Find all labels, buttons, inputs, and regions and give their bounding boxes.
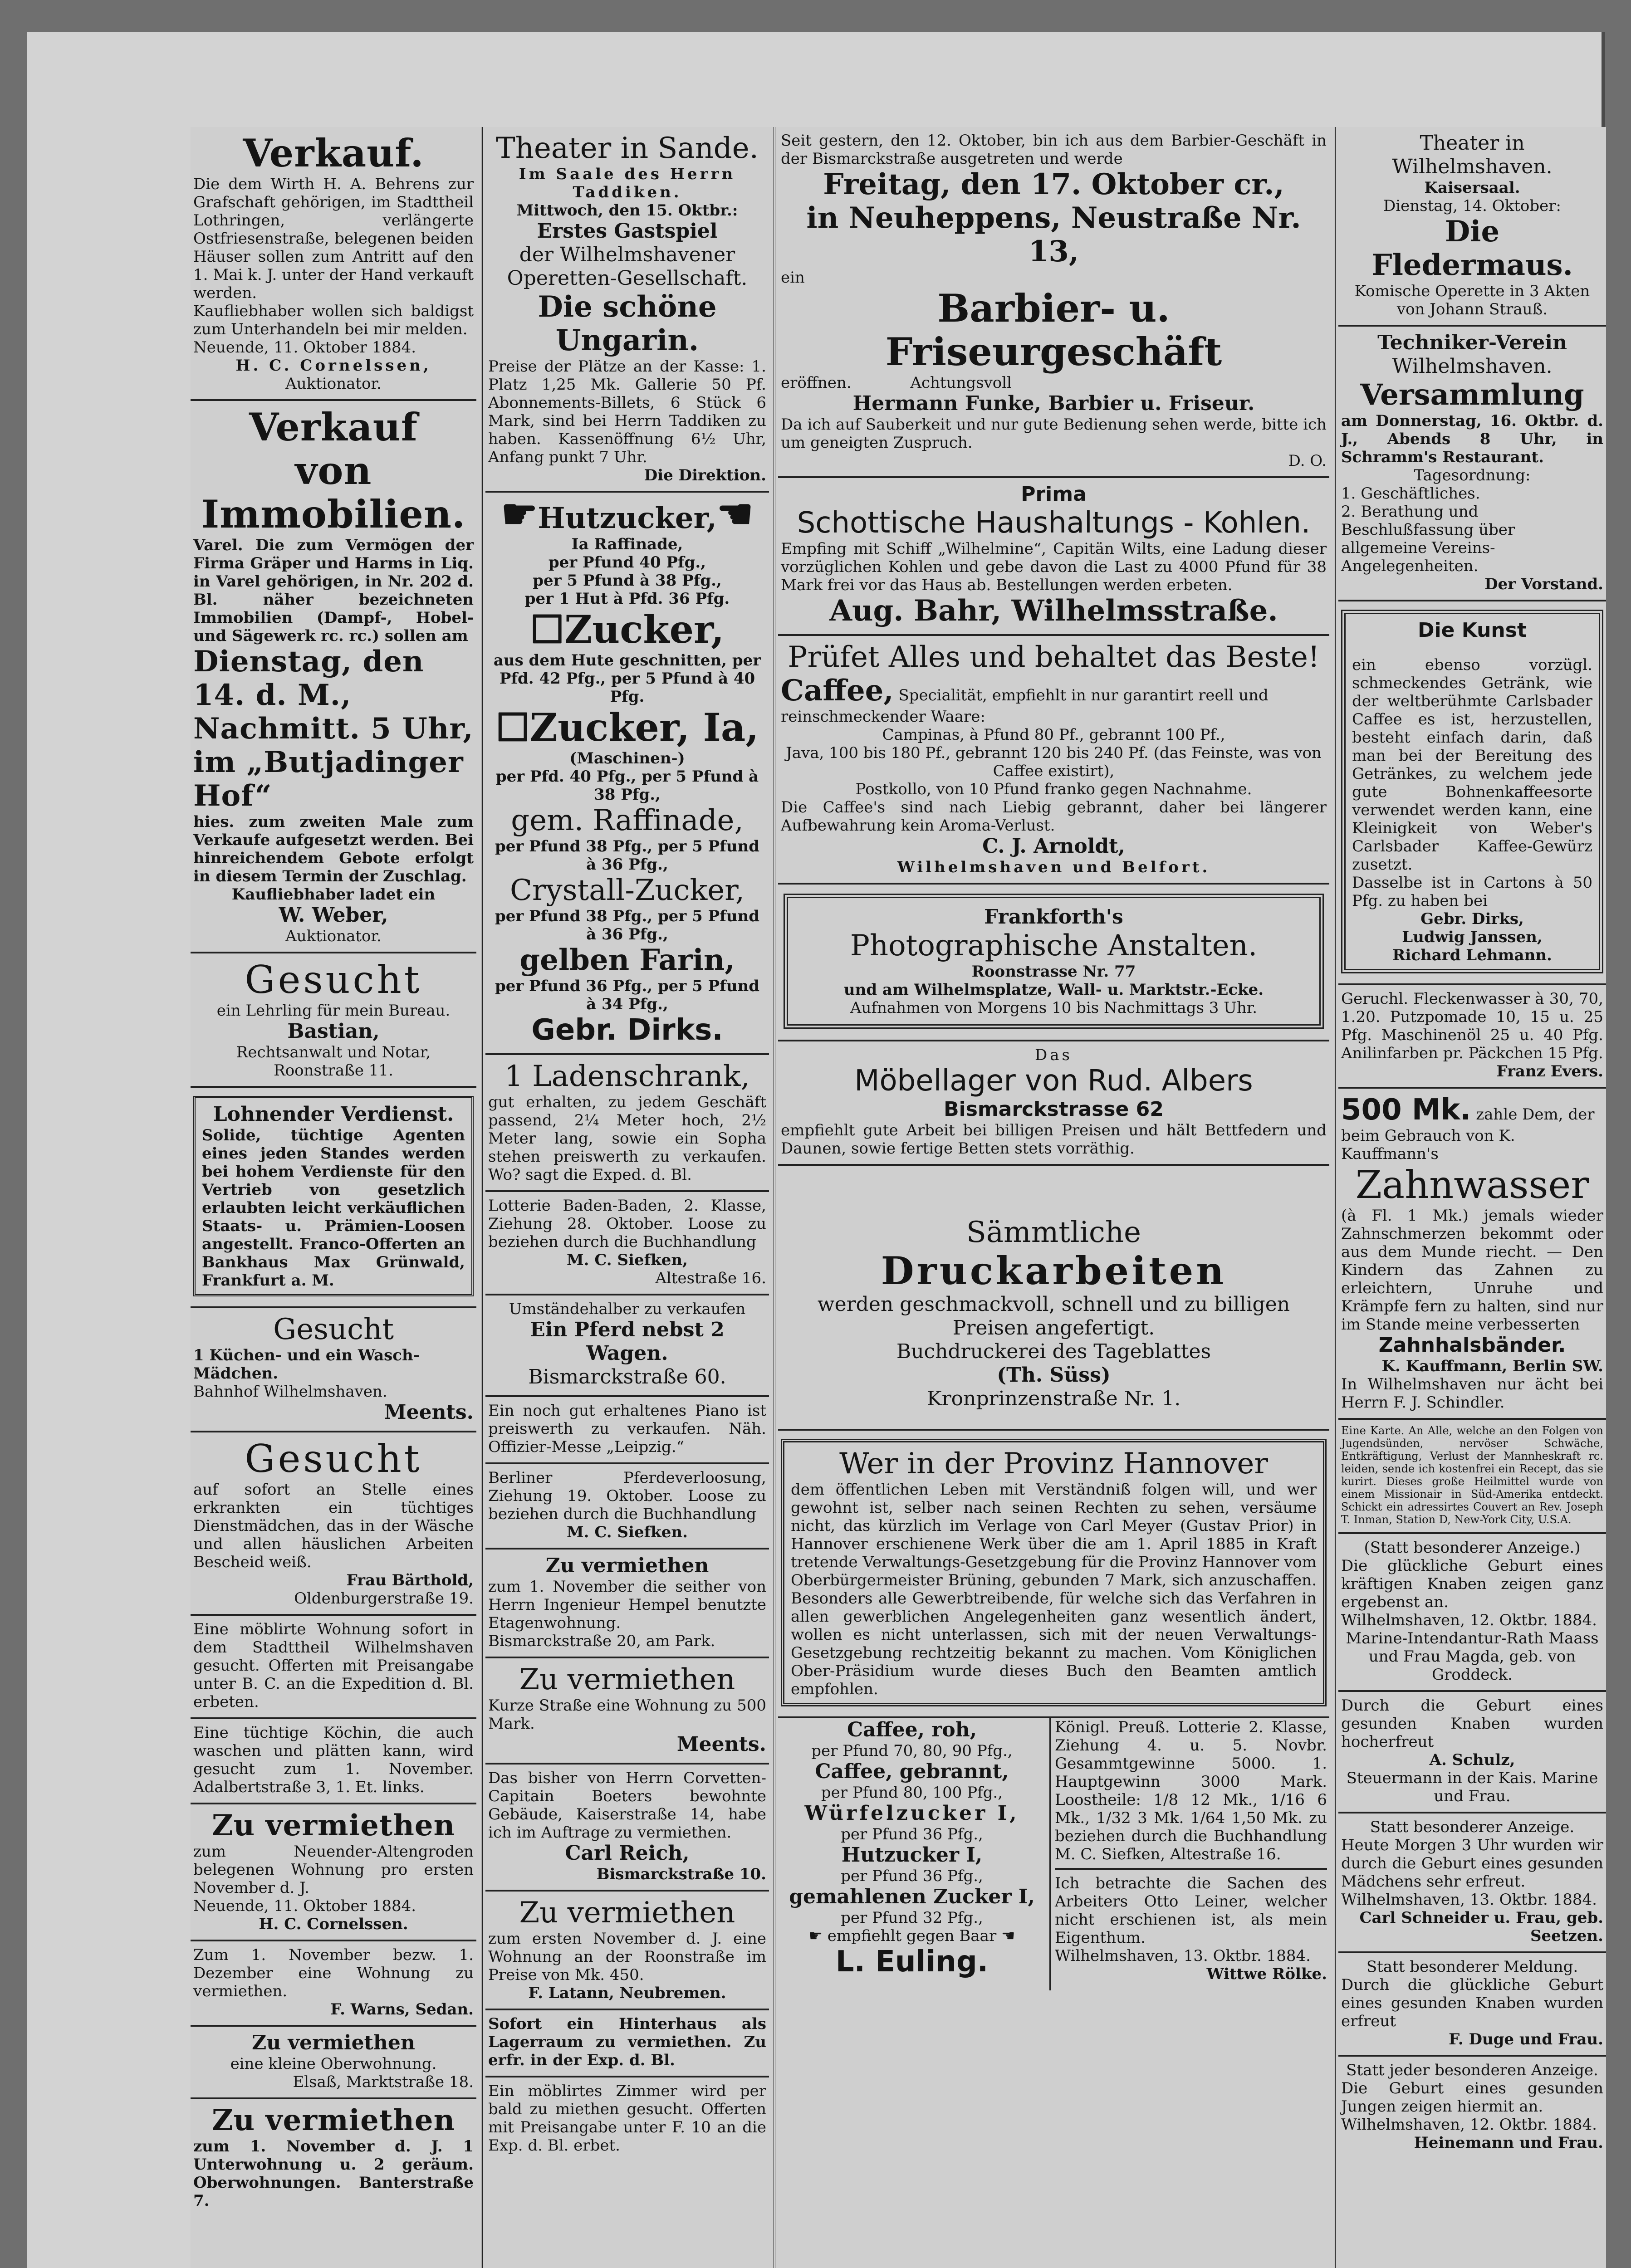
column-rule <box>1334 127 1336 2268</box>
ad-text: (à Fl. 1 Mk.) jemals wieder Zahnschmerzen bekommt oder aus dem Munde riecht. — Den Kindern das Zahnen zu erleichtern, Unruhe und Krämpfe fern zu halten, sind nur im Stande meine verbesserten <box>1341 1207 1603 1334</box>
ad-price: 500 Mk. <box>1341 1093 1471 1127</box>
price-line: per Pfd. 40 Pfg., per 5 Pfund à 38 Pfg., <box>495 767 759 804</box>
column-rule <box>774 127 775 2268</box>
ad-moebellager <box>778 1041 1329 1166</box>
ad-heading-text: Zucker, <box>564 607 725 652</box>
ad-play-title: Die schöne Ungarin. <box>538 290 717 357</box>
ad-title: Verkauf. <box>243 131 424 176</box>
ad-ladenschrank <box>485 1055 769 1192</box>
ad-geburt-schulz <box>1338 1692 1606 1813</box>
ad-title: Zu vermiethen <box>519 1896 735 1930</box>
ad-vermiethen-roonstrasse <box>485 1892 769 2010</box>
price-line: per Pfund 80, 100 Pfg., <box>821 1784 1003 1802</box>
ad-desc: Specialität, empfiehlt in nur garantirt reell und reinschmeckender Waare: <box>781 686 1269 726</box>
ad-row-bottom <box>778 1718 1329 1999</box>
ad-title: Gesucht <box>273 1313 394 1346</box>
ad-role: Rechtsanwalt und Notar, <box>236 1043 431 1061</box>
ad-signer: F. Warns, Sedan. <box>330 2000 474 2019</box>
ad-title: Zu vermiethen <box>211 1809 456 1843</box>
column-4 <box>1338 127 1606 2158</box>
ad-address: Bahnhof Wilhelmshaven. <box>193 1383 387 1401</box>
ad-desc-row <box>781 674 1327 726</box>
ad-signer: F. Duge und Frau. <box>1449 2030 1603 2048</box>
ad-agenda-title: Tagesordnung: <box>1414 466 1531 484</box>
ad-date: Wilhelmshaven, 13. Oktbr. 1884. <box>1055 1947 1311 1965</box>
ad-funke <box>778 127 1329 478</box>
ad-immobilien <box>191 401 476 953</box>
ad-eine-karte <box>1338 1420 1606 1534</box>
column-1 <box>191 127 476 2216</box>
ad-gesucht-dienstmaedchen <box>191 1432 476 1616</box>
ad-techniker-verein <box>1338 327 1606 601</box>
ad-text: zum 1. November die seither von Herrn Ingenieur Hempel benutzte Etagenwohnung. <box>488 1578 766 1632</box>
ad-text: eine kleine Oberwohnung. <box>230 2055 437 2073</box>
ad-text: Ein möblirtes Zimmer wird per bald zu miethen gesucht. Offerten mit Preisangabe unter F. 10 an die Exp. d. Bl. erbet. <box>488 2082 766 2155</box>
ad-title: Druckarbeiten <box>881 1248 1227 1293</box>
ad-signer: Frau Bärthold, <box>346 1571 474 1589</box>
ad-text: Durch die Geburt eines gesunden Knaben wurden hocherfreut <box>1341 1696 1603 1751</box>
ad-gesucht-lehrling <box>191 953 476 1088</box>
ad-heading: gelben Farin, <box>519 943 735 977</box>
ad-provinz-hannover <box>778 1431 1329 1718</box>
ad-text: Die glückliche Geburt eines kräftigen Knaben zeigen ganz ergebenst an. <box>1341 1557 1603 1611</box>
ad-item: Caffee, gebrannt, <box>815 1760 1009 1783</box>
ad-geburt-duge <box>1338 1953 1606 2057</box>
ad-text: In Wilhelmshaven nur ächt bei Herrn F. J. Schindler. <box>1341 1375 1603 1412</box>
ad-text: zum 1. November d. J. 1 Unterwohnung u. 2 geräum. Oberwohnungen. Banterstraße 7. <box>193 2137 474 2210</box>
ad-lotterie-baden <box>485 1192 769 1295</box>
ad-line: Sämmtliche <box>966 1216 1141 1249</box>
ad-signer: Heinemann und Frau. <box>1414 2134 1603 2152</box>
ad-title: Zu vermiethen <box>519 1663 735 1696</box>
ad-signer: Die Direktion. <box>644 466 766 484</box>
ad-title: Ein Pferd nebst 2 Wagen. <box>530 1318 725 1365</box>
ad-leiner <box>1055 1874 1327 1983</box>
ad-text: Eine tüchtige Köchin, die auch waschen und plätten kann, wird gesucht zum 1. November. Adalbertstraße 3, 1. Et. links. <box>193 1724 474 1796</box>
ad-signer: Gebr. Dirks. <box>531 1013 723 1047</box>
ad-signer: L. Euling. <box>835 1945 989 1979</box>
price-line: Postkollo, von 10 Pfund franko gegen Nachnahme. <box>855 780 1252 798</box>
ad-text: am Donnerstag, 16. Oktbr. d. J., Abends 8 Uhr, in Schramm's Restaurant. <box>1341 412 1603 466</box>
ad-item: gemahlenen Zucker I, <box>789 1885 1035 1908</box>
ad-text: auf sofort an Stelle eines erkrankten ein tüchtiges Dienstmädchen, das in der Wäsche und allen häuslichen Arbeiten Bescheid weiß. <box>193 1481 474 1571</box>
column-3 <box>778 127 1329 1999</box>
ad-text: Kurze Straße eine Wohnung zu 500 Mark. <box>488 1696 766 1733</box>
ad-title: Wer in der Provinz Hannover <box>839 1447 1268 1481</box>
ad-place: Kaisersaal. <box>1424 179 1520 197</box>
price-line: Ia Raffinade, <box>571 535 683 553</box>
ad-signer: Carl Reich, <box>565 1842 690 1865</box>
ad-gesucht-maedchen <box>191 1308 476 1432</box>
ad-date: Wilhelmshaven, 12. Oktbr. 1884. <box>1341 1611 1597 1629</box>
ad-address: Roonstraße 11. <box>274 1061 393 1080</box>
ad-text: Die Caffee's sind nach Liebig gebrannt, daher bei längerer Aufbewahrung kein Aroma-Verlust. <box>781 798 1327 835</box>
ad-text: Geruchl. Fleckenwasser à 30, 70, 1.20. Putzpomade 10, 15 u. 25 Pfg. Maschinenöl 25 u. 40 Pfg. Anilinfarben pr. Päckchen 15 Pfg. <box>1341 990 1603 1062</box>
ad-signer: Meents. <box>384 1401 474 1424</box>
ad-signer: W. Weber, <box>279 904 388 927</box>
ad-title: Schottische Haushaltungs - Kohlen. <box>797 506 1311 540</box>
ad-address: Roonstrasse Nr. 77 <box>971 963 1136 981</box>
ad-signer: Hermann Funke, Barbier u. Friseur. <box>852 392 1255 415</box>
price-line: per Pfund 70, 80, 90 Pfg., <box>811 1742 1013 1760</box>
ad-text: Empfing mit Schiff „Wilhelmine“, Capitän Wilts, eine Ladung dieser vorzüglichen Kohlen und gebe davon die Last zu 4000 Pfund für 38 Mark frei vor das Haus ab. Bestellungen werden erbeten. <box>781 540 1327 594</box>
ad-date: Neuende, 11. Oktober 1884. <box>193 1897 416 1915</box>
ad-text: Das bisher von Herrn Corvetten-Capitain Boeters bewohnte Gebäude, Kaiserstraße 14, habe ich im Auftrage zu vermiethen. <box>488 1769 766 1842</box>
ad-text: Kaufliebhaber ladet ein <box>231 885 436 904</box>
ad-text: Sofort ein Hinterhaus als Lagerraum zu vermiethen. Zu erfr. in der Exp. d. Bl. <box>488 2015 766 2069</box>
ad-preuss-lotterie <box>1055 1718 1327 1983</box>
ad-piano <box>485 1397 769 1464</box>
ad-zucker <box>485 490 769 1055</box>
ad-heading <box>488 608 766 651</box>
ad-geburt-maass <box>1338 1534 1606 1692</box>
ad-date: Mittwoch, den 15. Oktbr.: <box>516 201 738 220</box>
ad-signer: Marine-Intendantur-Rath Maass und Frau Magda, geb. von Groddeck. <box>1346 1629 1599 1684</box>
ad-title: Lohnender Verdienst. <box>213 1103 454 1126</box>
ad-line: Buchdruckerei des Tageblattes <box>896 1340 1211 1363</box>
column-rule <box>481 127 483 2268</box>
ornamental-border <box>784 894 1324 1029</box>
ad-title: Gesucht <box>245 1437 422 1481</box>
ad-signer: Richard Lehmann. <box>1392 946 1552 964</box>
ad-text: Zum 1. November bezw. 1. Dezember eine Wohnung zu vermiethen. <box>193 1946 474 2000</box>
ad-title: Die Kunst <box>1418 619 1527 642</box>
ad-vermiethen-hempel <box>485 1549 769 1658</box>
ad-verkauf <box>191 127 476 401</box>
ad-date: Freitag, den 17. Oktober cr., <box>823 167 1284 201</box>
ad-text: Seit gestern, den 12. Oktober, bin ich aus dem Barbier-Geschäft in der Bismarckstraße ausgetreten und werde <box>781 132 1327 168</box>
ad-druckarbeiten <box>778 1166 1329 1431</box>
column-2 <box>485 127 769 2161</box>
ad-heading <box>488 706 766 749</box>
ad-title: Zahnwasser <box>1355 1163 1589 1207</box>
ad-title: Photographische Anstalten. <box>850 929 1258 963</box>
ad-pre: (Statt besonderer Anzeige.) <box>1364 1539 1581 1557</box>
ad-title: Zahnhalsbänder. <box>1378 1334 1566 1357</box>
ad-greeting: Achtungsvoll <box>910 374 1012 392</box>
ad-caffee-arnoldt <box>778 636 1329 885</box>
ad-hinterhaus <box>485 2010 769 2077</box>
ad-item: Hutzucker I, <box>841 1843 983 1867</box>
ad-text: Varel. Die zum Vermögen der Firma Gräper und Harms in Liq. in Varel gehörigen, in Nr. 202 d. Bl. näher bezeichneten Immobilien (Dampf-, Hobel- und Sägewerk rc. rc.) sollen am <box>193 536 474 645</box>
price-line: per Pfund 38 Pfg., per 5 Pfund à 36 Pfg., <box>495 837 760 874</box>
ad-koechin <box>191 1719 476 1804</box>
ad-signer: K. Kauffmann, Berlin SW. <box>1381 1357 1603 1375</box>
ad-text: gut erhalten, zu jedem Geschäft passend, 2¼ Meter hoch, 2½ Meter lang, sowie ein Sopha stehen preiswerth zu verkaufen. Wo? sagt die Exped. d. Bl. <box>488 1093 766 1184</box>
ad-title: von Immobilien. <box>201 448 466 537</box>
ad-title: Prüfet Alles und behaltet das Beste! <box>788 640 1320 674</box>
ad-zahnwasser <box>1338 1089 1606 1420</box>
ad-gebaeude <box>485 1765 769 1892</box>
ad-note: empfiehlt gegen Baar <box>827 1927 997 1945</box>
ad-signer: Bastian, <box>287 1020 380 1043</box>
ad-text: Dasselbe ist in Cartons à 50 Pfg. zu haben bei <box>1352 874 1592 910</box>
ad-pre: Statt jeder besonderen Anzeige. <box>1346 2061 1598 2079</box>
ad-text: hies. zum zweiten Male zum Verkaufe aufgesetzt werden. Bei hinreichendem Gebote erfolgt in diesem Termin der Zuschlag. <box>193 813 474 885</box>
ad-line: der Wilhelmshavener Operetten-Gesellschaft. <box>507 243 748 290</box>
agenda-item: 2. Berathung und Beschlußfassung über allgemeine Vereins-Angelegenheiten. <box>1341 503 1515 575</box>
ad-signer: Ludwig Janssen, <box>1402 928 1543 946</box>
ad-photographie <box>778 885 1329 1041</box>
ad-note-row <box>778 1927 1046 1945</box>
pointing-hand-icon-heading <box>488 490 766 538</box>
ad-title: Zu vermiethen <box>211 2103 456 2137</box>
ad-text: Berliner Pferdeverloosung, Ziehung 19. Oktober. Loose zu beziehen durch die Buchhandlung <box>488 1469 766 1523</box>
ad-text: Eine möblirte Wohnung sofort in dem Stadttheil Wilhelmshaven gesucht. Offerten mit Preisangabe unter B. C. an die Expedition d. Bl. erbeten. <box>193 1620 474 1711</box>
ad-name: Frankforth's <box>984 905 1123 929</box>
ad-item: Würfelzucker I, <box>804 1802 1019 1825</box>
ad-text-part: eröffnen. <box>781 374 852 392</box>
ad-moeblirte-wohnung <box>191 1616 476 1719</box>
price-line: per Pfund 38 Pfg., per 5 Pfund à 36 Pfg., <box>495 907 760 943</box>
ad-geburt-schneider <box>1338 1813 1606 1953</box>
ad-initials: D. O. <box>1288 452 1327 470</box>
ad-subtitle: Wilhelmshaven. <box>1392 355 1553 378</box>
pointing-hand-icon: ☚ <box>716 490 754 538</box>
ad-date: Neuende, 11. Oktober 1884. <box>193 338 416 357</box>
ad-pre: Statt besonderer Meldung. <box>1366 1958 1578 1976</box>
ad-text: zahle Dem, der beim Gebrauch von K. Kauffmann's <box>1341 1105 1595 1163</box>
ad-title: Theater in Sande. <box>496 132 759 165</box>
ad-text: Heute Morgen 3 Uhr wurden wir durch die Geburt eines gesunden Mädchens sehr erfreut. <box>1341 1836 1603 1891</box>
ad-date: Dienstag, 14. Oktober: <box>1383 197 1561 215</box>
ad-title: Möbellager von Rud. Albers <box>854 1064 1253 1098</box>
ad-address: Oldenburgerstraße 19. <box>294 1589 474 1608</box>
ad-signer: H. C. Cornelssen. <box>259 1915 408 1933</box>
ad-text: ein Lehrling für mein Bureau. <box>216 1002 451 1020</box>
ad-subtitle: Im Saale des Herrn Taddiken. <box>519 165 736 201</box>
ad-vermiethen-warns <box>191 1941 476 2027</box>
ad-text: Ein noch gut erhaltenes Piano ist preiswerth zu verkaufen. Näh. Offizier-Messe „Leipzig.“ <box>488 1402 766 1456</box>
ad-signer: M. C. Siefken. <box>567 1523 688 1541</box>
ad-zimmer <box>485 2077 769 2161</box>
price-line: per Pfund 36 Pfg., <box>841 1825 983 1843</box>
ad-text: empfiehlt gute Arbeit bei billigen Preisen und hält Bettfedern und Daunen, sowie fertige Betten stets vorräthig. <box>781 1121 1327 1158</box>
ad-role: Auktionator. <box>285 927 382 945</box>
ad-date-highlight: Dienstag, den 14. d. M., Nachmitt. 5 Uhr, im „Butjadinger Hof“ <box>193 645 474 813</box>
ad-pre: Das <box>1035 1046 1073 1064</box>
ad-line: Erstes Gastspiel <box>537 220 718 243</box>
ad-signer: Der Vorstand. <box>1484 575 1603 593</box>
ad-title: Hutzucker, <box>538 501 717 535</box>
ad-date: Wilhelmshaven, 13. Oktbr. 1884. <box>1341 1891 1597 1909</box>
ad-signer: Gebr. Dirks, <box>1420 910 1524 928</box>
ad-text <box>781 374 1327 392</box>
ad-text: Eine Karte. An Alle, welche an den Folgen von Jugendsünden, nervöser Schwäche, Entkräftigung, Verlust der Mannheskraft rc. leiden, sende ich kostenfrei ein Recept, das sie kurirt. Dieses große Heilmittel wurde von einem Missionair in Süd-Amerika entdeckt. Schickt ein adressirtes Couvert an Rev. Joseph T. Inman, Station D, New-York City, U.S.A. <box>1341 1424 1603 1526</box>
ad-hours: Aufnahmen von Morgens 10 bis Nachmittags 3 Uhr. <box>850 999 1258 1017</box>
ad-signer: M. C. Siefken, <box>567 1251 688 1269</box>
ad-heading: gem. Raffinade, <box>511 804 744 837</box>
ad-text: Die dem Wirth H. A. Behrens zur Grafschaft gehörigen, im Stadttheil Lothringen, verlängerte Ostfriesenstraße, belegenen beiden Häuser sollen zum Antritt auf den 1. Mai k. J. unter der Hand verkauft werden. <box>193 175 474 302</box>
newspaper-sheet <box>27 32 1605 2268</box>
ad-line: (Th. Süss) <box>997 1364 1111 1387</box>
ad-address: Bismarckstraße 10. <box>596 1865 766 1883</box>
ad-play-title: Die Fledermaus. <box>1371 215 1573 282</box>
ad-text: zum Neuender-Altengroden belegenen Wohnung pro ersten November d. J. <box>193 1843 474 1897</box>
ad-text: zum ersten November d. J. eine Wohnung an der Roonstraße im Preise von Mk. 450. <box>488 1930 766 1984</box>
ad-pre: Prima <box>1021 483 1087 506</box>
ad-signer: Carl Schneider u. Frau, geb. Seetzen. <box>1359 1909 1603 1945</box>
ad-vermiethen-elsass <box>191 2027 476 2099</box>
ad-address: Bismarckstrasse 62 <box>944 1098 1164 1121</box>
ad-signer: Meents. <box>676 1733 766 1756</box>
ad-text: Ich betrachte die Sachen des Arbeiters Otto Leiner, welcher nicht erschienen ist, als mein Eigenthum. <box>1055 1874 1327 1947</box>
ad-kunst <box>1338 601 1606 985</box>
ad-title: Gesucht <box>245 958 422 1002</box>
ad-signer: Wittwe Rölke. <box>1206 1965 1327 1983</box>
ad-evers <box>1338 985 1606 1089</box>
ad-text: ein <box>781 269 805 287</box>
ad-title: Verkauf <box>249 405 418 450</box>
pointing-hand-icon: ☛ <box>501 490 538 538</box>
ad-title: Techniker-Verein <box>1377 331 1567 354</box>
ad-title: Zu vermiethen <box>252 2031 415 2054</box>
ad-address: Altestraße 16. <box>655 1269 766 1287</box>
ad-place: in Neuheppens, Neustraße Nr. 13, <box>806 201 1301 269</box>
pointing-hand-icon: ☚ <box>1001 1927 1015 1945</box>
ad-line: Kronprinzenstraße Nr. 1. <box>926 1387 1181 1410</box>
ad-vermiethen-neuende <box>191 1804 476 1941</box>
price-line: per 5 Pfund à 38 Pfg., <box>533 572 722 590</box>
ad-signer: A. Schulz, <box>1429 1751 1515 1769</box>
ad-signer: Aug. Bahr, Wilhelmsstraße. <box>829 594 1278 628</box>
ad-geburt-heinemann <box>1338 2057 1606 2158</box>
ad-pferdeverloosung <box>485 1464 769 1549</box>
ad-word: Caffee, <box>781 674 894 708</box>
ad-vermiethen-banter <box>191 2099 476 2216</box>
ad-address: und am Wilhelmsplatze, Wall- u. Marktstr.-Ecke. <box>843 981 1264 999</box>
ad-verdienst <box>191 1088 476 1308</box>
ad-date: Wilhelmshaven, 12. Oktbr. 1884. <box>1341 2116 1597 2134</box>
ad-euling <box>778 1718 1051 1990</box>
ad-role: Steuermann in der Kais. Marine und Frau. <box>1346 1769 1598 1805</box>
ad-text: Durch die glückliche Geburt eines gesunden Knaben wurden erfreut <box>1341 1976 1603 2030</box>
price-line: per Pfund 32 Pfg., <box>841 1909 983 1927</box>
ad-pferd <box>485 1295 769 1397</box>
ad-title: Barbier- u. Friseurgeschäft <box>885 286 1222 374</box>
price-line: per Pfund 40 Pfg., <box>548 553 706 572</box>
ad-heading: Versammlung <box>1360 378 1584 412</box>
ad-signer: C. J. Arnoldt, <box>982 835 1125 858</box>
ad-text: ein ebenso vorzügl. schmeckendes Getränk, wie der weltberühmte Carlsbader Caffee es ist, herzustellen, besteht einfach darin, daß man bei der Bereitung des Getränkes, zu welchem jede gute Bohnenkaffeesorte verwendet werden kann, eine Kleinigkeit von Weber's Carlsbader Kaffee-Gewürz zusetzt. <box>1352 656 1592 874</box>
ad-signer: Franz Evers. <box>1496 1062 1603 1080</box>
square-icon: ☐ <box>530 607 564 652</box>
ad-text: Preise der Plätze an der Kasse: 1. Platz 1,25 Mk. Gallerie 50 Pf. Abonnements-Billets, 6 Stück 6 Mark, sind bei Herrn Taddiken zu haben. Kassenöffnung 6½ Uhr, Anfang punkt 7 Uhr. <box>488 357 766 466</box>
ad-text: Komische Operette in 3 Akten von Johann Strauß. <box>1354 282 1590 318</box>
ad-headline-row <box>1341 1093 1603 1163</box>
ad-address: Wilhelmshaven und Belfort. <box>897 858 1210 876</box>
ad-text: Kaufliebhaber wollen sich baldigst zum Unterhandeln bei mir melden. <box>193 302 474 338</box>
ad-text: Da ich auf Sauberkeit und nur gute Bedienung sehen werde, bitte ich um geneigten Zuspruch. <box>781 415 1327 452</box>
price-line: per Pfund 36 Pfg., <box>841 1867 983 1885</box>
newspaper-page <box>191 127 1606 2268</box>
ad-line: werden geschmackvoll, schnell und zu billigen Preisen angefertigt. <box>817 1293 1290 1339</box>
pointing-hand-icon: ☛ <box>808 1927 823 1945</box>
ad-kohlen <box>778 478 1329 636</box>
ad-item: Caffee, roh, <box>847 1718 977 1741</box>
price-line: Java, 100 bis 180 Pf., gebrannt 120 bis 240 Pf. (das Feinste, was von Caffee existirt), <box>786 744 1322 780</box>
ad-title: Theater in Wilhelmshaven. <box>1392 132 1553 178</box>
ad-title: Zu vermiethen <box>545 1554 709 1577</box>
price-line: aus dem Hute geschnitten, per Pfd. 42 Pfg., per 5 Pfund à 40 Pfg. <box>493 651 761 706</box>
ad-signer: F. Latann, Neubremen. <box>528 1984 726 2002</box>
ad-vermiethen-kurze-strasse <box>485 1658 769 1765</box>
ad-pre: Umständehalber zu verkaufen <box>509 1300 746 1318</box>
ad-address: Bismarckstraße 20, am Park. <box>488 1632 715 1650</box>
ad-theater-sande <box>485 127 769 493</box>
ad-heading-text: Zucker, Ia, <box>529 705 759 750</box>
ad-role: Auktionator. <box>285 375 382 393</box>
ad-text: Die Geburt eines gesunden Jungen zeigen hiermit an. <box>1341 2079 1603 2116</box>
ad-text: Solide, tüchtige Agenten eines jeden Standes werden bei hohem Verdienste für den Vertrieb von gesetzlich erlaubten leicht verkäuflichen Staats- u. Prämien-Loosen angestellt. Franco-Offerten an Bankhaus Max Grünwald, Frankfurt a. M. <box>202 1126 465 1290</box>
ad-theater-wilhelmshaven <box>1338 127 1606 327</box>
price-line: per 1 Hut à Pfd. 36 Pfg. <box>524 590 730 608</box>
ad-text: Lotterie Baden-Baden, 2. Klasse, Ziehung 28. Oktober. Loose zu beziehen durch die Buchhandlung <box>488 1197 766 1251</box>
price-line: Campinas, à Pfund 80 Pf., gebrannt 100 Pf., <box>882 726 1225 744</box>
agenda-item: 1. Geschäftliches. <box>1341 484 1480 503</box>
ad-text: Königl. Preuß. Lotterie 2. Klasse, Ziehung 4. u. 5. Novbr. Gesammtgewinne 5000. 1. Hauptgewinn 3000 Mark. Loostheile: 1/8 12 Mk., 1/16 6 Mk., 1/32 3 Mk. 1/64 1,50 Mk. zu beziehen durch die Buchhandlung M. C. Siefken, Altestraße 16. <box>1055 1718 1327 1863</box>
square-icon: ☐ <box>495 705 530 750</box>
price-line: per Pfund 36 Pfg., per 5 Pfund à 34 Pfg., <box>495 977 760 1013</box>
price-line: (Maschinen-) <box>569 749 685 767</box>
ad-title: 1 Ladenschrank, <box>504 1060 750 1093</box>
ad-text: dem öffentlichen Leben mit Verständniß folgen will, und wer gewohnt ist, selber nach seinen Rechten zu sehen, versäume nicht, das kürzlich im Verlage von Carl Meyer (Gustav Prior) in Hannover erschienene Werk über die am 1. April 1885 in Kraft tretende Verwaltungs-Gesetzgebung für die Provinz Hannover vom Oberbürgermeister Brüning, gebunden 7 Mark, sich anzuschaffen. Besonders alle Gewerbtreibende, für welche sich das Verfahren in allen gewerblichen Angelegenheiten ganz wesentlich ändert, wollen es nicht unterlassen, sich mit der neuen Verwaltungs-Gesetzgebung rechtzeitig bekannt zu machen. Vom Königlichen Ober-Präsidium wurde dieses Buch den Beamten amtlich empfohlen. <box>791 1481 1317 1698</box>
ad-address: Bismarckstraße 60. <box>528 1365 726 1388</box>
ad-address: Elsaß, Marktstraße 18. <box>293 2073 474 2091</box>
ad-heading: Crystall-Zucker, <box>509 874 745 907</box>
ad-signer: H. C. Cornelssen, <box>235 357 431 375</box>
ad-text: 1 Küchen- und ein Wasch-Mädchen. <box>193 1346 420 1383</box>
ad-pre: Statt besonderer Anzeige. <box>1370 1818 1575 1836</box>
